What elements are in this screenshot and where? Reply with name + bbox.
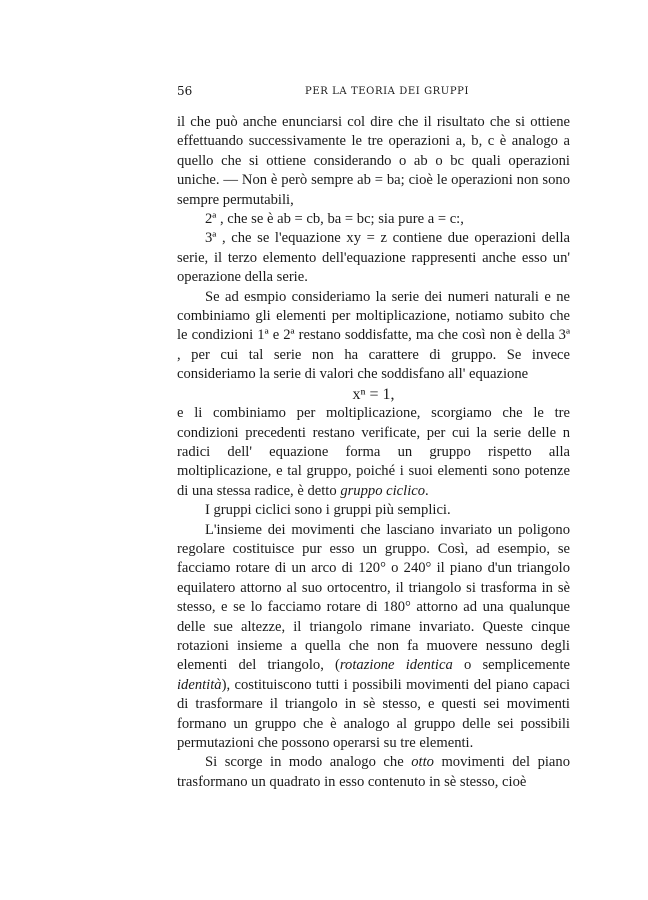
paragraph-continuation: il che può anche enunciarsi col dire che il risultato che si ottiene effettuando successivamente le tre operazioni a, b, c è analogo a quello che si ottiene considerando o ab o bc quali operazioni uniche. — Non è però sempre ab = ba; cioè le operazioni non sono sempre permutabili,	[177, 114, 570, 208]
paragraph-polygon-movements	[177, 521, 570, 754]
paragraph-simplest-groups: I gruppi ciclici sono i gruppi più semplici.	[205, 502, 451, 519]
term-gruppo-ciclico: gruppo ciclico	[340, 482, 426, 499]
text-run: e li combiniamo per moltiplicazione, scorgiamo che le tre condizioni precedenti restano verificate, per cui la serie delle n radici dell' equazione forma un gruppo rispetto alla moltiplicazione, e tal gruppo, poiché i suoi elementi sono potenze di una stessa radice, è detto	[177, 405, 570, 499]
term-rotazione-identica: rotazione identica	[339, 657, 453, 674]
page-number: 56	[177, 84, 193, 98]
paragraph-cyclic-group	[177, 404, 570, 501]
equation: xⁿ = 1,	[352, 385, 395, 403]
text-run: Si scorge in modo analogo che	[205, 754, 412, 771]
text-run: o semplicemente	[452, 657, 571, 674]
text-run: .	[425, 482, 429, 499]
condition-2: 2ª , che se è ab = cb, ba = bc; sia pure a = c:,	[205, 211, 464, 228]
term-otto: otto	[411, 754, 434, 771]
text-run: L'insieme dei movimenti che lasciano invariato un poligono regolare costituisce pur esso un gruppo. Così, ad esempio, se facciamo rotare di un arco di 120° o 240° il piano d'un triangolo equilatero attorno al suo ortocentro, il triangolo si trasforma in sè stesso, e se lo facciamo rotare di 180° attorno ad una qualunque delle sue altezze, il triangolo rimane invariato. Queste cinque rotazioni insieme a quella che non fa muovere nessuno degli elementi del triangolo, (	[177, 521, 570, 674]
text-run: movimenti del piano trasformano un quadrato in esso contenuto in sè stesso, cioè	[177, 754, 570, 790]
body-text	[177, 113, 570, 792]
term-identita: identità	[177, 676, 222, 693]
running-title: PER LA TEORIA DEI GRUPPI	[305, 86, 470, 97]
paragraph-square	[177, 753, 570, 792]
condition-3: 3ª , che se l'equazione xy = z contiene due operazioni della serie, il terzo elemento dell'equazione rappresenti anche esso un' operazione della serie.	[177, 230, 570, 286]
paragraph-natural-numbers: Se ad esmpio consideriamo la serie dei numeri naturali e ne combiniamo gli elementi per moltiplicazione, notiamo subito che le condizioni 1ª e 2ª restano soddisfatte, ma che così non è della 3ª , per cui tal serie non ha carattere di gruppo. Se invece consideriamo la serie di valori che soddisfano all' equazione	[177, 288, 570, 383]
text-run: ), costituiscono tutti i possibili movimenti del piano capaci di trasformare il triangolo in sè stesso, e questi sei movimenti formano un gruppo che è analogo al gruppo delle sei possibili permutazioni che possono operarsi su tre elementi.	[177, 676, 570, 751]
